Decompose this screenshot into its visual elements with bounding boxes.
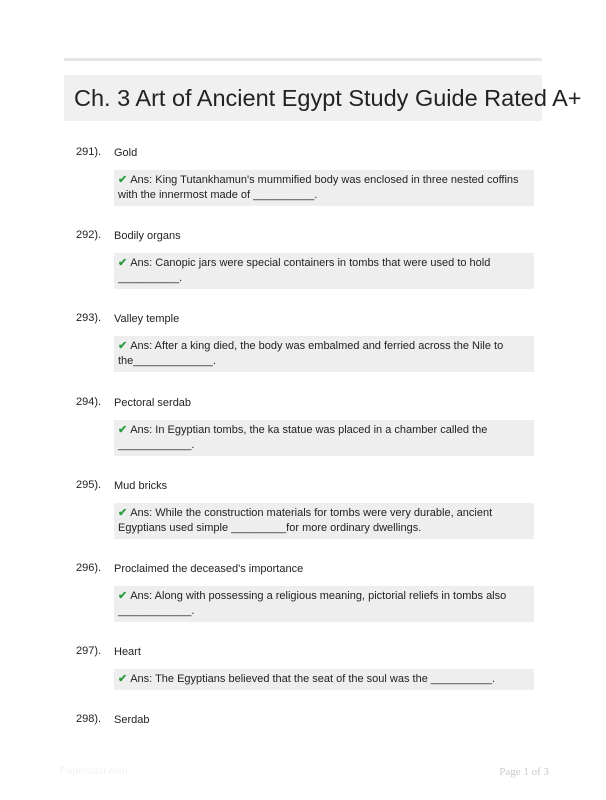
question-term: Pectoral serdab bbox=[114, 397, 192, 409]
question-number: 293). bbox=[76, 312, 102, 324]
answer-text: Ans: While the construction materials for tombs were very durable, ancient Egyptians used simple _________for more ordinary dwellings. bbox=[118, 507, 493, 534]
check-icon: ✔ bbox=[118, 340, 128, 352]
question-number: 296). bbox=[76, 562, 102, 574]
answer-text: Ans: Canopic jars were special containers in tombs that were used to hold __________. bbox=[118, 257, 491, 284]
check-icon: ✔ bbox=[118, 590, 128, 602]
question-number: 292). bbox=[76, 229, 102, 241]
answer-text: Ans: King Tutankhamun's mummified body was enclosed in three nested coffins with the innermost made of __________. bbox=[118, 174, 519, 201]
answer-box bbox=[114, 420, 534, 456]
answer-box bbox=[114, 503, 534, 539]
answer-text: Ans: In Egyptian tombs, the ka statue was placed in a chamber called the ____________. bbox=[118, 424, 488, 451]
question-term: Valley temple bbox=[114, 313, 180, 325]
check-icon: ✔ bbox=[118, 673, 128, 685]
question-number: 295). bbox=[76, 479, 102, 491]
check-icon: ✔ bbox=[118, 257, 128, 269]
answer-box bbox=[114, 170, 534, 206]
answer-box bbox=[114, 669, 534, 690]
check-icon: ✔ bbox=[118, 174, 128, 186]
question-number: 297). bbox=[76, 645, 102, 657]
question-number: 298). bbox=[76, 713, 102, 725]
question-term: Gold bbox=[114, 147, 138, 159]
question-term: Serdab bbox=[114, 714, 150, 726]
check-icon: ✔ bbox=[118, 424, 128, 436]
title-banner bbox=[64, 75, 582, 121]
question-term: Heart bbox=[114, 646, 141, 658]
question-number: 294). bbox=[76, 396, 102, 408]
answer-box bbox=[114, 586, 534, 622]
answer-text: Ans: The Egyptians believed that the seat of the soul was the __________. bbox=[130, 673, 496, 685]
answer-text: Ans: After a king died, the body was embalmed and ferried across the Nile to the_____________. bbox=[118, 340, 504, 367]
answer-text: Ans: Along with possessing a religious meaning, pictorial reliefs in tombs also ____________. bbox=[118, 590, 507, 617]
question-number: 291). bbox=[76, 146, 102, 158]
answer-box bbox=[114, 336, 534, 372]
answer-box bbox=[114, 253, 534, 289]
question-term: Mud bricks bbox=[114, 480, 168, 492]
question-term: Bodily organs bbox=[114, 230, 181, 242]
check-icon: ✔ bbox=[118, 507, 128, 519]
top-divider bbox=[64, 58, 542, 61]
page-title: Ch. 3 Art of Ancient Egypt Study Guide Rated A+ bbox=[74, 85, 582, 111]
question-term: Proclaimed the deceased's importance bbox=[114, 563, 304, 575]
footer-brand: Papertutor.com bbox=[60, 766, 128, 777]
page-indicator: Page 1 of 3 bbox=[499, 766, 549, 778]
